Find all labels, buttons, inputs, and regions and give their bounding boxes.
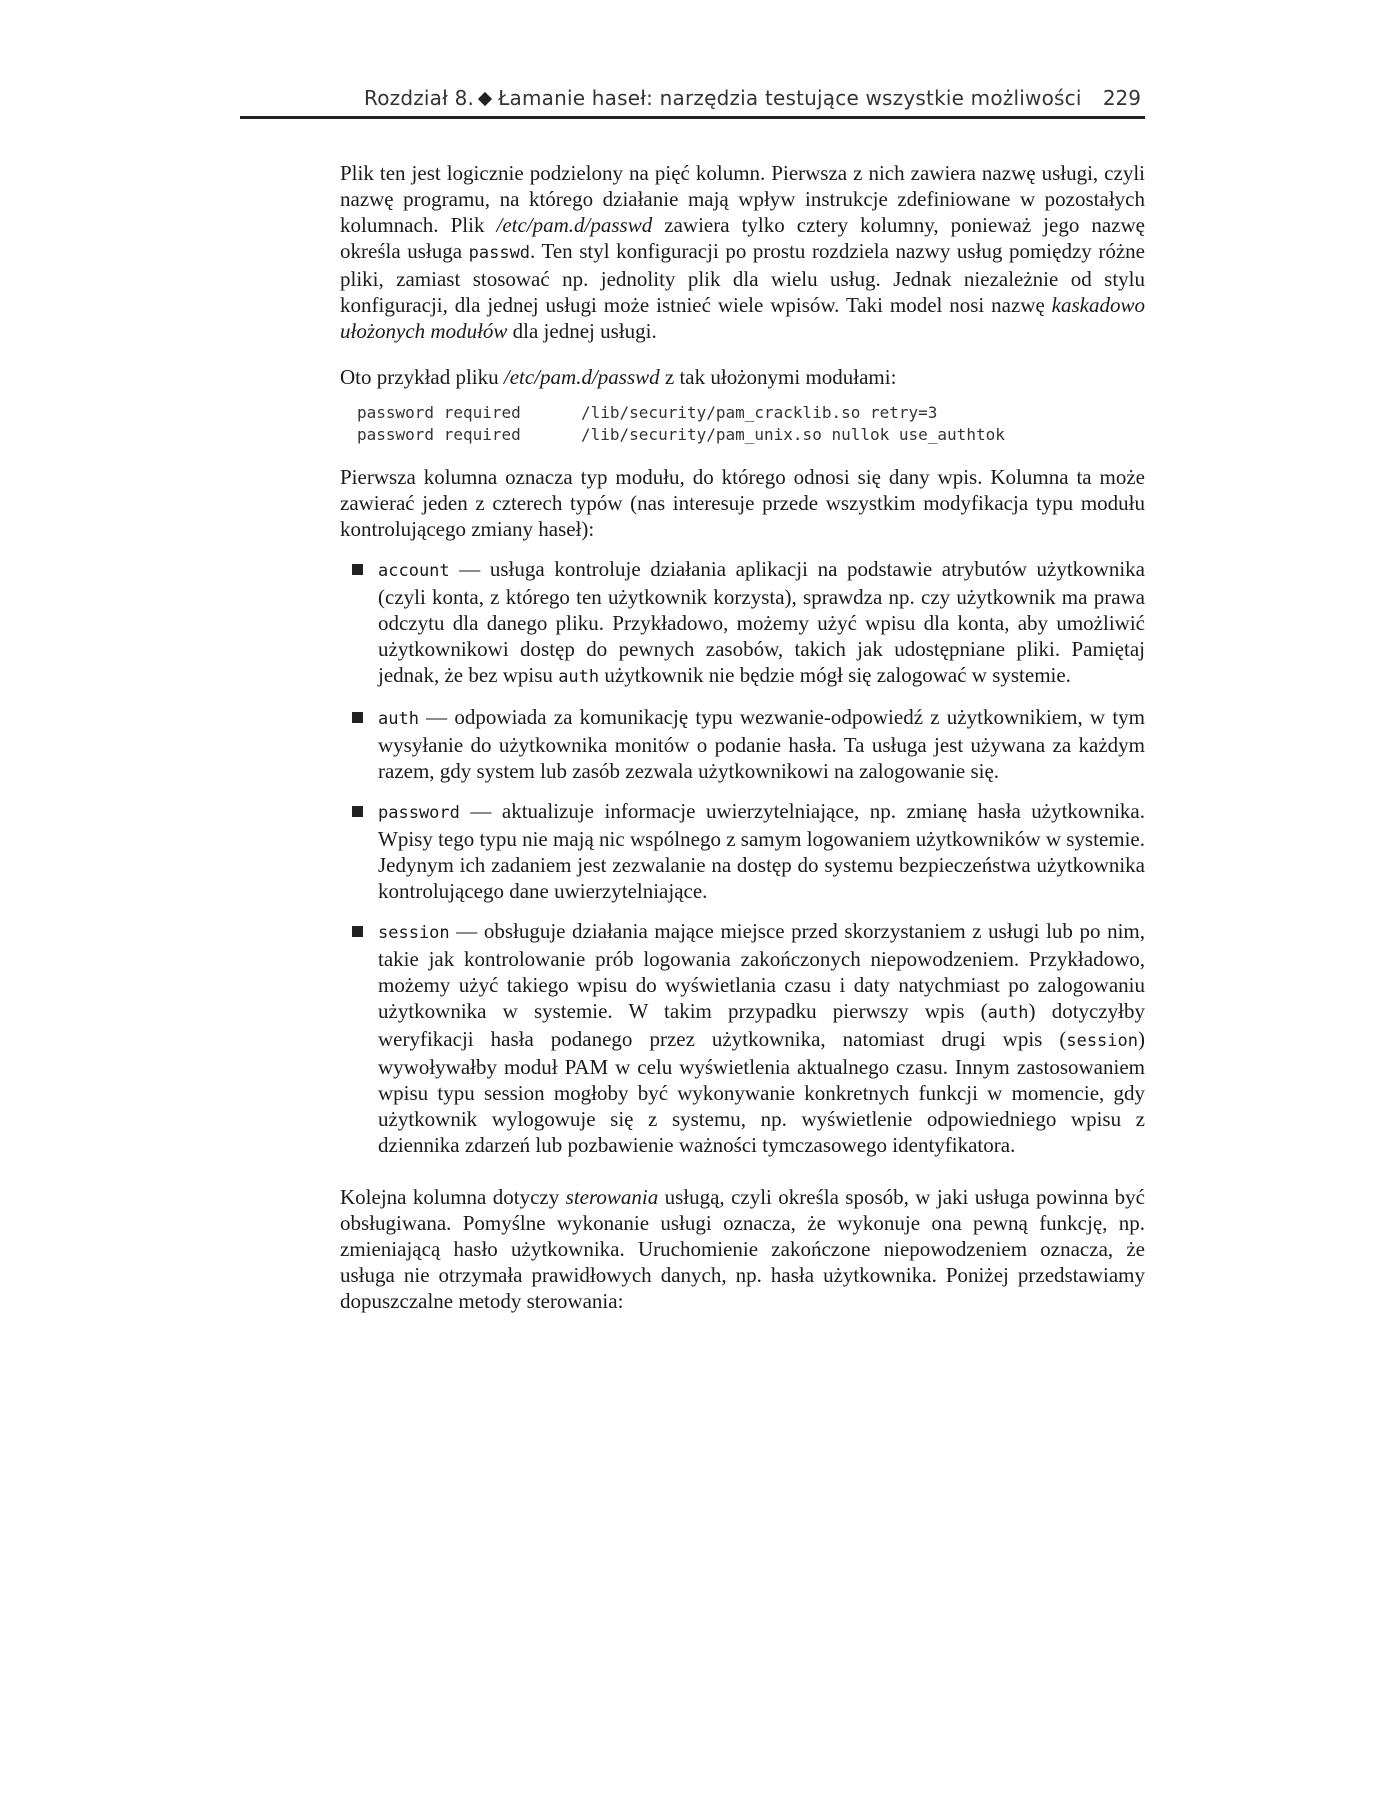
list-item-password	[340, 798, 1145, 904]
list-item-account	[340, 556, 1145, 690]
inline-code: passwd	[468, 243, 531, 263]
text-run: zawiera tylko cztery kolumny, ponieważ jego nazwę określa usługa	[340, 213, 1145, 263]
paragraph-control	[340, 1184, 1145, 1314]
text-run: ) dotyczyłby weryfikacji hasła podanego przez użytkownika, natomiast drugi wpis (	[378, 999, 1146, 1051]
list-item-session	[340, 918, 1145, 1158]
paragraph-example-intro	[340, 364, 1145, 390]
list-item-auth	[340, 704, 1145, 784]
text-run: Plik ten jest logicznie podzielony na pięć kolumn. Pierwsza z nich zawiera nazwę usługi, czyli nazwę programu, na którego działanie mają wpływ instrukcje zdefiniowane w pozostałych kolumnach. Plik	[340, 161, 1145, 237]
code-line	[357, 424, 1145, 446]
text-run: Kolejna kolumna dotyczy	[340, 1185, 566, 1209]
inline-code: account	[378, 561, 450, 581]
paragraph-intro	[340, 160, 1145, 344]
file-path: /etc/pam.d/passwd	[496, 213, 653, 237]
code-module-type: password required	[357, 425, 521, 444]
page-number: 229	[1102, 86, 1141, 110]
code-module-type: password required	[357, 403, 521, 422]
text-run: — odpowiada za komunikację typu wezwanie-odpowiedź z użytkownikiem, w tym wysyłanie do użytkownika monitów o podanie hasła. Ta usługa jest używana za każdym razem, gdy system lub zasób zezwala użytkownikowi na zalogowanie się.	[378, 705, 1145, 783]
text-run: — obsługuje działania mające miejsce przed skorzystaniem z usługi lub po nim, takie jak kontrolowanie prób logowania zakończonych niepowodzeniem. Przykładowo, możemy użyć takiego wpisu do wyświetlania czasu i daty natychmiast po zalogowaniu użytkownika w systemie. W takim przypadku pierwszy wpis (	[378, 919, 1145, 1023]
running-header	[240, 82, 1145, 119]
text-run: użytkownik nie będzie mógł się zalogować w systemie.	[599, 663, 1071, 687]
square-bullet-icon	[352, 806, 363, 817]
inline-code: auth	[987, 1003, 1029, 1023]
inline-code: auth	[378, 709, 419, 729]
diamond-icon	[478, 91, 492, 105]
chapter-number: Rozdział 8.	[364, 86, 475, 110]
inline-code: session	[1066, 1031, 1138, 1051]
text-run: ) wywoływałby moduł PAM w celu wyświetlenia aktualnego czasu. Innym zastosowaniem wpisu typu session mogłoby być wykonywanie konkretnych funkcji w momencie, gdy użytkownik wylogowuje się z systemu, np. wyświetlenie odpowiedniego wpisu z dziennika zdarzeń lub pozbawienie ważności tymczasowego identyfikatora.	[378, 1027, 1145, 1157]
code-line	[357, 402, 1145, 424]
paragraph-types-intro: Pierwsza kolumna oznacza typ modułu, do którego odnosi się dany wpis. Kolumna ta może zawierać jeden z czterech typów (nas interesuje przede wszystkim modyfikacja typu modułu kontrolującego zmiany haseł):	[340, 465, 1145, 541]
code-listing	[340, 402, 1145, 446]
text-run: usługą, czyli określa sposób, w jaki usługa powinna być obsługiwana. Pomyślne wykonanie usługi oznacza, że wykonuje ona pewną funkcję, np. zmieniającą hasło użytkownika. Uruchomienie zakończone niepowodzeniem oznacza, że usługa nie otrzymała prawidłowych danych, np. hasła użytkownika. Poniżej przedstawiamy dopuszczalne metody sterowania:	[340, 1185, 1146, 1313]
square-bullet-icon	[352, 926, 363, 937]
code-module-path: /lib/security/pam_unix.so nullok use_authtok	[581, 425, 1005, 444]
text-run: — aktualizuje informacje uwierzytelniające, np. zmianę hasła użytkownika. Wpisy tego typu nie mają nic wspólnego z samym logowaniem użytkowników w systemie. Jedynym ich zadaniem jest zezwalanie na dostęp do systemu bezpieczeństwa użytkownika kontrolującego dane uwierzytelniające.	[378, 799, 1145, 903]
text-run: dla jednej usługi.	[507, 319, 657, 343]
text-run: — usługa kontroluje działania aplikacji na podstawie atrybutów użytkownika (czyli konta, z którego ten użytkownik korzysta), sprawdza np. czy użytkownik ma prawa odczytu dla danego pliku. Przykładowo, możemy użyć wpisu dla konta, aby umożliwić użytkownikowi dostęp do pewnych zasobów, takich jak udostępniane pliki. Pamiętaj jednak, że bez wpisu	[378, 557, 1145, 687]
text-run: . Ten styl konfiguracji po prostu rozdziela nazwy usług pomiędzy różne pliki, zamiast stosować np. jednolity plik dla wielu usług. Jednak niezależnie od stylu konfiguracji, dla jednej usługi może istnieć wiele wpisów. Taki model nosi nazwę	[340, 239, 1145, 317]
file-path: /etc/pam.d/passwd	[503, 365, 660, 389]
inline-code: password	[378, 803, 460, 823]
inline-code: session	[378, 923, 450, 943]
inline-code: auth	[558, 667, 600, 687]
chapter-name: Łamanie haseł: narzędzia testujące wszystkie możliwości	[498, 86, 1082, 110]
emphasis: kaskadowo ułożonych modułów	[340, 293, 1145, 343]
chapter-title	[364, 86, 1082, 110]
text-run: Oto przykład pliku	[340, 365, 504, 389]
emphasis: sterowania	[565, 1185, 659, 1209]
module-type-list	[340, 556, 1145, 1158]
code-module-path: /lib/security/pam_cracklib.so retry=3	[581, 403, 938, 422]
square-bullet-icon	[352, 712, 363, 723]
page-body	[340, 160, 1145, 1314]
square-bullet-icon	[352, 564, 363, 575]
text-run: z tak ułożonymi modułami:	[659, 365, 897, 389]
